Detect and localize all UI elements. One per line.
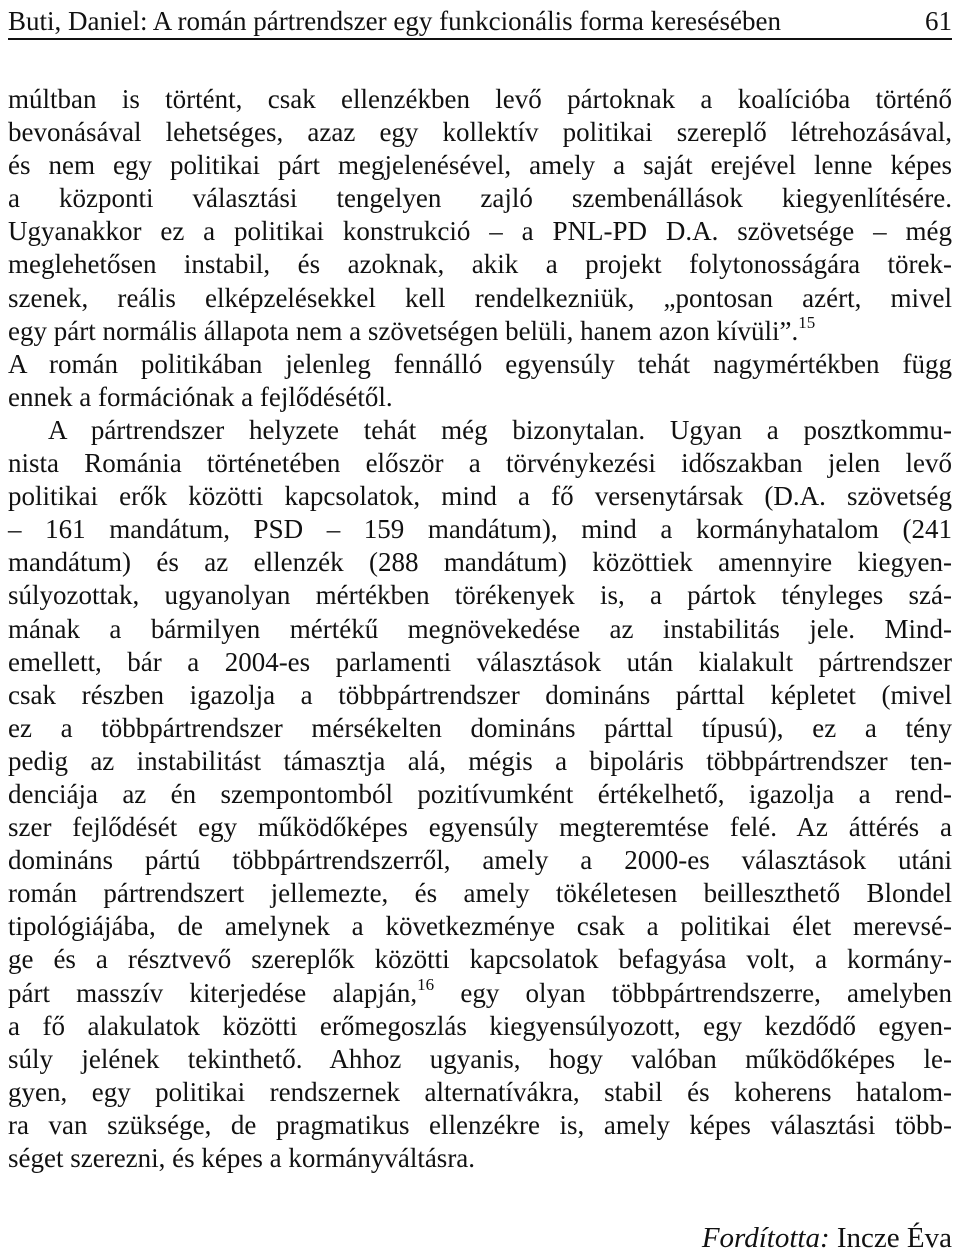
text-line: denciája az én szempontomból pozitívumként értékelhető, igazolja a rend-: [8, 778, 952, 809]
text-line: bevonásával lehetséges, azaz egy kollektív politikai szereplő létrehozásával,: [8, 117, 952, 148]
text-line: egy párt normális állapota nem a szövetségen belüli, hanem azon kívüli”.: [8, 315, 799, 346]
text-line-with-footnote: [8, 974, 952, 1010]
text-line: ennek a formációnak a fejlődésétől.: [8, 381, 393, 412]
text-line: ra van szüksége, de pragmatikus ellenzékre is, amely képes választási több-: [8, 1109, 952, 1140]
text-line: román pártrendszert jellemezte, és amely tökéletesen beilleszthető Blondel: [8, 878, 952, 909]
footnote-ref-16[interactable]: 16: [417, 974, 435, 994]
text-line: – 161 mandátum, PSD – 159 mandátum), mind a kormányhatalom (241: [8, 514, 952, 545]
article-body: [8, 83, 952, 1175]
text-line: a központi választási tengelyen zajló szembenállások kiegyenlítésére.: [8, 183, 952, 214]
text-line: súlyozottak, ugyanolyan mértékben törékenyek is, a pártok tényleges szá-: [8, 580, 952, 611]
text-line: csak részben igazolja a többpártrendszer domináns párttal képletet (mivel: [8, 679, 952, 710]
text-line: emellett, bár a 2004-es parlamenti választások után kialakult pártrendszer: [8, 646, 952, 677]
text-line-with-footnote: [8, 312, 952, 348]
text-line: mának a bármilyen mértékű megnövekedése az instabilitás jele. Mind-: [8, 613, 952, 644]
text-line: szer fejlődését egy működőképes egyensúly megteremtése felé. Az áttérés a: [8, 812, 952, 843]
text-line: szenek, reális elképzelésekkel kell rendelkezniük, „pontosan azért, mivel: [8, 282, 952, 313]
text-line: meglehetősen instabil, és azoknak, akik a projekt folytonosságára törek-: [8, 249, 952, 280]
text-line: és nem egy politikai párt megjelenésével, amely a saját erejével lenne képes: [8, 150, 952, 181]
translator-name: Incze Éva: [836, 1222, 952, 1254]
text-line: a fő alakulatok közötti erőmegoszlás kiegyensúlyozott, egy kezdődő egyen-: [8, 1010, 952, 1041]
text-line: ez a többpártrendszer mérsékelten domináns párttal típusú), ez a tény: [8, 712, 952, 743]
text-line: gyen, egy politikai rendszernek alternatívákra, stabil és koherens hatalom-: [8, 1076, 952, 1107]
text-line: mandátum) és az ellenzék (288 mandátum) közöttiek amennyire kiegyen-: [8, 547, 952, 578]
text-line: pedig az instabilitást támasztja alá, mégis a bipoláris többpártrendszer ten-: [8, 745, 952, 776]
text-line: tipológiájába, de amelynek a következménye csak a politikai élet merevsé-: [8, 911, 952, 942]
text-line: séget szerezni, és képes a kormányváltásra.: [8, 1143, 476, 1173]
translator-role: Fordította:: [701, 1222, 830, 1254]
page-number: 61: [925, 6, 952, 36]
text-line: politikai erők közötti kapcsolatok, mind a fő versenytársak (D.A. szövetség: [8, 481, 952, 512]
translator-credit: [702, 1222, 952, 1254]
running-header: [8, 0, 952, 40]
text-line-tail: egy olyan többpártrendszerre, amelyben: [434, 977, 952, 1008]
text-line: A pártrendszer helyzete tehát még bizonytalan. Ugyan a posztkommu-: [48, 414, 952, 445]
text-line: domináns pártú többpártrendszerről, amely a 2000-es választások utáni: [8, 845, 952, 876]
running-title: Buti, Daniel: A román pártrendszer egy funkcionális forma keresésében: [8, 6, 781, 36]
text-line: Ugyanakkor ez a politikai konstrukció – a PNL-PD D.A. szövetsége – még: [8, 216, 952, 247]
text-line: A román politikában jelenleg fennálló egyensúly tehát nagymértékben függ: [8, 348, 952, 379]
footnote-ref-15[interactable]: 15: [798, 312, 816, 332]
text-line: ge és a résztvevő szereplők közötti kapcsolatok befagyása volt, a kormány-: [8, 944, 952, 975]
text-line: párt masszív kiterjedése alapján,: [8, 977, 418, 1008]
text-line: nista Románia történetében először a törvénykezési időszakban jelen levő: [8, 448, 952, 479]
text-line: múltban is történt, csak ellenzékben levő pártoknak a koalícióba történő: [8, 84, 952, 114]
text-line: súly jelének tekinthető. Ahhoz ugyanis, hogy valóban működőképes le-: [8, 1043, 952, 1074]
